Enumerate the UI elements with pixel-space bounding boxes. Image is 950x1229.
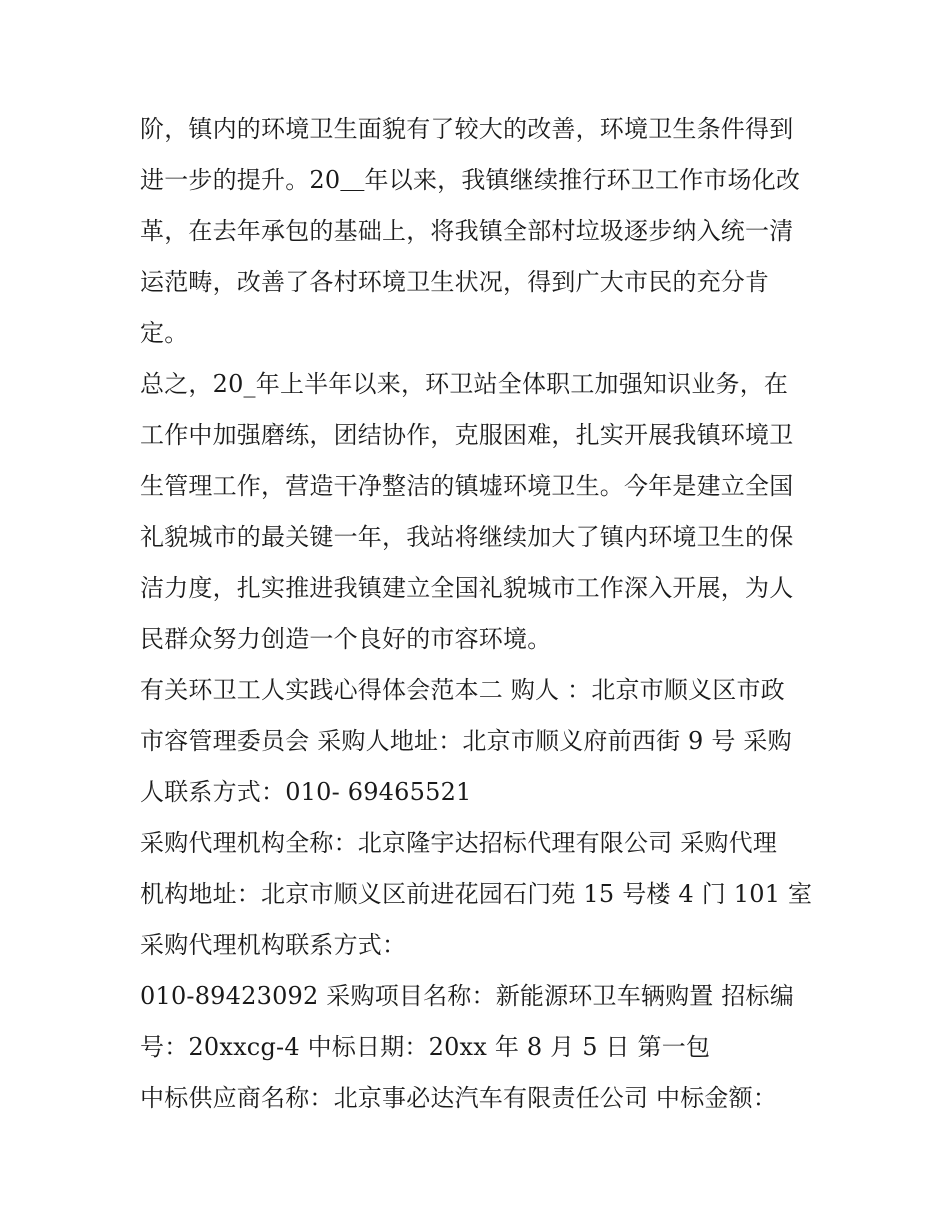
text-line: 洁力度，扎实推进我镇建立全国礼貌城市工作深入开展，为人 <box>140 574 794 602</box>
text-line: 采购代理机构联系方式： <box>140 931 407 959</box>
text-line: 010-89423092 采购项目名称：新能源环卫车辆购置 招标编 <box>140 982 794 1010</box>
text-line: 民群众努力创造一个良好的市容环境。 <box>140 625 552 653</box>
text-line: 工作中加强磨练，团结协作，克服困难，扎实开展我镇环境卫 <box>140 421 794 449</box>
text-line: 中标供应商名称：北京事必达汽车有限责任公司 中标金额： <box>140 1084 778 1112</box>
text-line: 机构地址：北京市顺义区前进花园石门苑 15 号楼 4 门 101 室 <box>140 880 813 908</box>
text-line: 市容管理委员会 采购人地址：北京市顺义府前西街 9 号 采购 <box>140 727 792 755</box>
text-line: 人联系方式：010- 69465521 <box>140 778 472 806</box>
document-body <box>140 104 820 1124</box>
text-line: 运范畴，改善了各村环境卫生状况，得到广大市民的充分肯 <box>140 268 770 296</box>
text-line: 有关环卫工人实践心得体会范本二 购人 ：北京市顺义区市政 <box>140 676 785 704</box>
text-line: 礼貌城市的最关键一年，我站将继续加大了镇内环境卫生的保 <box>140 523 794 551</box>
text-line: 阶，镇内的环境卫生面貌有了较大的改善，环境卫生条件得到 <box>140 115 794 143</box>
text-line: 号：20xxcg-4 中标日期：20xx 年 8 月 5 日 第一包 <box>140 1033 711 1061</box>
text-line: 进一步的提升。20＿年以来，我镇继续推行环卫工作市场化改 <box>140 166 801 194</box>
text-line: 革，在去年承包的基础上，将我镇全部村垃圾逐步纳入统一清 <box>140 217 794 245</box>
text-line: 总之，20_年上半年以来，环卫站全体职工加强知识业务，在 <box>140 370 789 398</box>
text-line: 采购代理机构全称：北京隆宇达招标代理有限公司 采购代理 <box>140 829 778 857</box>
text-line: 生管理工作，营造干净整洁的镇墟环境卫生。今年是建立全国 <box>140 472 794 500</box>
text-line: 定。 <box>140 319 189 347</box>
